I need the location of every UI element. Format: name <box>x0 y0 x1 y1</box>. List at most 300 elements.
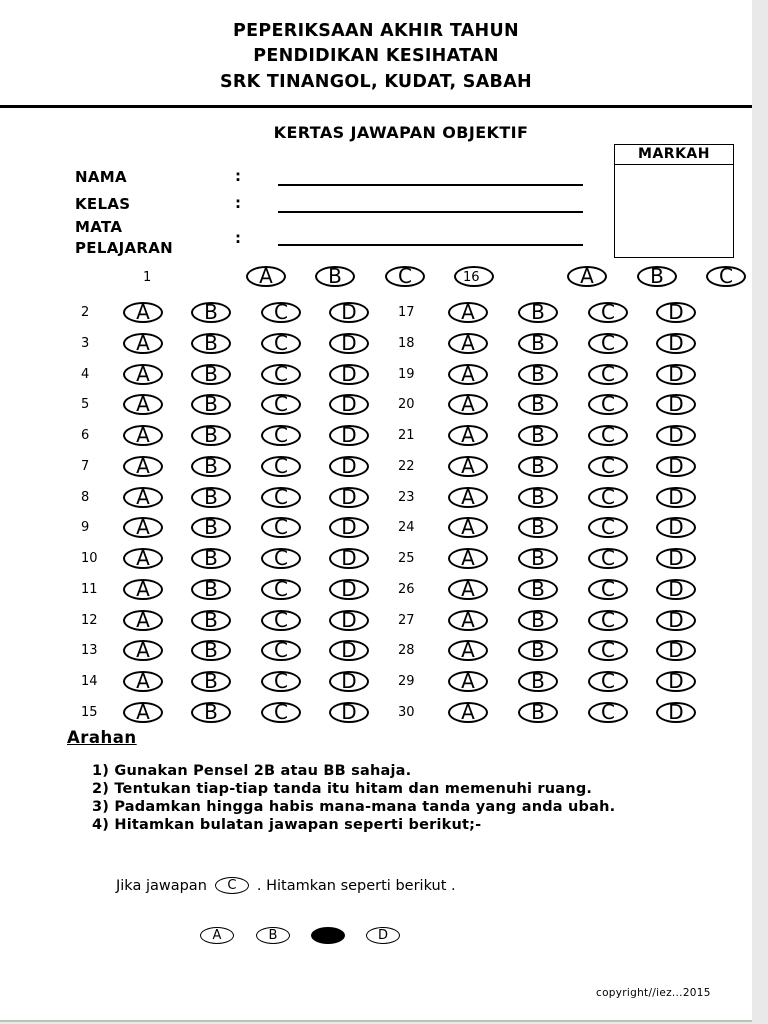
bubble-letter: B <box>328 263 342 288</box>
bubble-q28-d[interactable] <box>656 637 696 662</box>
bubble-letter: D <box>341 545 357 570</box>
bubble-q22-c[interactable] <box>588 453 628 478</box>
bubble-q11-a[interactable] <box>123 576 163 601</box>
bubble-letter: B <box>531 422 545 447</box>
bubble-letter: A <box>461 607 475 632</box>
bubble-q27-a[interactable] <box>448 607 488 632</box>
bubble-q28-b[interactable] <box>518 637 558 662</box>
bubble-q22-b[interactable] <box>518 453 558 478</box>
markah-label: MARKAH <box>615 145 733 165</box>
question-number-22: 22 <box>398 459 415 474</box>
bubble-letter: B <box>204 576 218 601</box>
bubble-letter: A <box>136 453 150 478</box>
bubble-q25-a[interactable] <box>448 545 488 570</box>
bubble-q7-d[interactable] <box>329 453 369 478</box>
mata-pelajaran-colon: : <box>235 229 241 247</box>
question-number-29: 29 <box>398 674 415 689</box>
bubble-letter: B <box>531 637 545 662</box>
question-number-2: 2 <box>81 305 90 320</box>
sheet-title: KERTAS JAWAPAN OBJEKTIF <box>273 123 529 142</box>
bubble-letter: C <box>601 514 615 539</box>
instruction-2: 2) Tentukan tiap-tiap tanda itu hitam dan memenuhi ruang. <box>92 781 593 797</box>
bubble-q14-b[interactable] <box>191 668 231 693</box>
bubble-letter: D <box>341 484 357 509</box>
bubble-q9-a[interactable] <box>123 514 163 539</box>
bubble-letter: C <box>601 545 615 570</box>
bubble-q8-c[interactable] <box>261 484 301 509</box>
bubble-letter: B <box>531 391 545 416</box>
bubble-letter: D <box>668 545 684 570</box>
bubble-letter: B <box>531 545 545 570</box>
bubble-q10-b[interactable] <box>191 545 231 570</box>
bubble-q3-b[interactable] <box>191 330 231 355</box>
bubble-q1-b[interactable] <box>315 263 355 288</box>
bubble-q29-d[interactable] <box>656 668 696 693</box>
bubble-q21-a[interactable] <box>448 422 488 447</box>
bubble-letter: C <box>274 668 288 693</box>
bubble-q16-c[interactable] <box>706 263 746 288</box>
bubble-q5-a[interactable] <box>123 391 163 416</box>
instruction-4: 4) Hitamkan bulatan jawapan seperti berikut;- <box>92 817 482 833</box>
bubble-letter: A <box>136 637 150 662</box>
question-number-16: 16 <box>463 270 480 285</box>
question-number-20: 20 <box>398 397 415 412</box>
bubble-q6-b[interactable] <box>191 422 231 447</box>
bubble-q13-c[interactable] <box>261 637 301 662</box>
bubble-letter: D <box>668 576 684 601</box>
bubble-letter: D <box>341 453 357 478</box>
bubble-q29-b[interactable] <box>518 668 558 693</box>
bubble-q11-d[interactable] <box>329 576 369 601</box>
bubble-letter: B <box>650 263 664 288</box>
bubble-letter: D <box>668 514 684 539</box>
bubble-q23-c[interactable] <box>588 484 628 509</box>
bubble-letter: C <box>274 391 288 416</box>
bubble-letter: D <box>341 576 357 601</box>
instruction-1: 1) Gunakan Pensel 2B atau BB sahaja. <box>92 763 412 779</box>
bubble-q29-a[interactable] <box>448 668 488 693</box>
bubble-q7-c[interactable] <box>261 453 301 478</box>
markah-box <box>614 144 734 258</box>
bubble-q11-c[interactable] <box>261 576 301 601</box>
bubble-letter: B <box>531 514 545 539</box>
bubble-q17-c[interactable] <box>588 299 628 324</box>
bubble-letter: D <box>341 699 357 724</box>
bubble-q30-a[interactable] <box>448 699 488 724</box>
bubble-q7-a[interactable] <box>123 453 163 478</box>
bubble-letter: A <box>136 484 150 509</box>
bubble-letter: A <box>461 453 475 478</box>
bubble-letter: A <box>136 422 150 447</box>
nama-label: NAMA <box>75 168 127 186</box>
bubble-letter: A <box>136 299 150 324</box>
question-number-9: 9 <box>81 520 90 535</box>
bubble-letter: D <box>668 299 684 324</box>
bubble-q3-d[interactable] <box>329 330 369 355</box>
nama-field[interactable] <box>278 184 583 186</box>
question-number-6: 6 <box>81 428 90 443</box>
bubble-q2-c[interactable] <box>261 299 301 324</box>
bubble-q2-a[interactable] <box>123 299 163 324</box>
kelas-label: KELAS <box>75 195 131 213</box>
mata-pelajaran-label <box>75 217 173 259</box>
question-number-14: 14 <box>81 674 98 689</box>
bubble-q13-b[interactable] <box>191 637 231 662</box>
header-school: SRK TINANGOL, KUDAT, SABAH <box>220 72 532 92</box>
bubble-q17-a[interactable] <box>448 299 488 324</box>
bubble-letter: B <box>531 576 545 601</box>
bubble-letter: D <box>668 330 684 355</box>
bubble-q18-d[interactable] <box>656 330 696 355</box>
bubble-q28-c[interactable] <box>588 637 628 662</box>
bubble-q5-b[interactable] <box>191 391 231 416</box>
bubble-letter: A <box>136 576 150 601</box>
question-number-13: 13 <box>81 643 98 658</box>
bubble-letter: D <box>341 391 357 416</box>
bubble-letter: C <box>601 391 615 416</box>
bubble-q4-c[interactable] <box>261 361 301 386</box>
question-number-23: 23 <box>398 490 415 505</box>
bubble-q8-b[interactable] <box>191 484 231 509</box>
question-number-1: 1 <box>143 270 152 285</box>
bubble-letter: D <box>668 361 684 386</box>
bubble-q27-c[interactable] <box>588 607 628 632</box>
bubble-letter: C <box>274 484 288 509</box>
bubble-letter: A <box>461 484 475 509</box>
bubble-q24-b[interactable] <box>518 514 558 539</box>
bubble-letter: C <box>601 637 615 662</box>
bubble-q12-b[interactable] <box>191 607 231 632</box>
bubble-letter: A <box>461 514 475 539</box>
bubble-letter: C <box>719 263 733 288</box>
bubble-q23-d[interactable] <box>656 484 696 509</box>
bubble-q3-c[interactable] <box>261 330 301 355</box>
bubble-letter: D <box>668 668 684 693</box>
bubble-q17-b[interactable] <box>518 299 558 324</box>
bubble-q20-b[interactable] <box>518 391 558 416</box>
bubble-letter: C <box>601 699 615 724</box>
question-number-28: 28 <box>398 643 415 658</box>
bubble-letter: B <box>531 361 545 386</box>
bubble-q7-b[interactable] <box>191 453 231 478</box>
question-number-26: 26 <box>398 582 415 597</box>
bubble-q28-a[interactable] <box>448 637 488 662</box>
bubble-q18-c[interactable] <box>588 330 628 355</box>
question-number-5: 5 <box>81 397 90 412</box>
bubble-q4-b[interactable] <box>191 361 231 386</box>
bubble-letter: D <box>341 361 357 386</box>
bubble-letter: B <box>204 637 218 662</box>
bubble-q30-b[interactable] <box>518 699 558 724</box>
bubble-q13-a[interactable] <box>123 637 163 662</box>
bubble-letter: D <box>341 668 357 693</box>
bubble-letter: D <box>668 607 684 632</box>
question-number-18: 18 <box>398 336 415 351</box>
bubble-q27-b[interactable] <box>518 607 558 632</box>
bubble-q4-d[interactable] <box>329 361 369 386</box>
bubble-letter: D <box>668 699 684 724</box>
bubble-letter: A <box>461 299 475 324</box>
bubble-q5-d[interactable] <box>329 391 369 416</box>
bubble-q15-d[interactable] <box>329 699 369 724</box>
bubble-q5-c[interactable] <box>261 391 301 416</box>
bubble-letter: A <box>136 361 150 386</box>
bubble-q6-d[interactable] <box>329 422 369 447</box>
bubble-letter: D <box>341 607 357 632</box>
bubble-q26-b[interactable] <box>518 576 558 601</box>
bubble-q23-a[interactable] <box>448 484 488 509</box>
bubble-q27-d[interactable] <box>656 607 696 632</box>
bubble-q24-d[interactable] <box>656 514 696 539</box>
bubble-q10-a[interactable] <box>123 545 163 570</box>
bubble-letter: B <box>531 330 545 355</box>
bubble-letter: D <box>341 422 357 447</box>
bubble-letter: B <box>531 299 545 324</box>
bubble-q18-a[interactable] <box>448 330 488 355</box>
bubble-q6-c[interactable] <box>261 422 301 447</box>
bubble-q19-a[interactable] <box>448 361 488 386</box>
bubble-q17-d[interactable] <box>656 299 696 324</box>
bubble-q21-d[interactable] <box>656 422 696 447</box>
bubble-letter: B <box>531 668 545 693</box>
bubble-letter: C <box>601 484 615 509</box>
question-number-10: 10 <box>81 551 98 566</box>
header-exam-title: PEPERIKSAAN AKHIR TAHUN <box>233 21 519 41</box>
bubble-q24-c[interactable] <box>588 514 628 539</box>
bubble-letter: B <box>204 330 218 355</box>
bubble-q16-a[interactable] <box>567 263 607 288</box>
bubble-letter: C <box>601 299 615 324</box>
bubble-q18-b[interactable] <box>518 330 558 355</box>
question-number-19: 19 <box>398 367 415 382</box>
instruction-3: 3) Padamkan hingga habis mana-mana tanda yang anda ubah. <box>92 799 616 815</box>
mata-label-line2: PELAJARAN <box>75 239 174 257</box>
bubble-q16-b[interactable] <box>637 263 677 288</box>
bubble-q14-d[interactable] <box>329 668 369 693</box>
bubble-letter: D <box>668 453 684 478</box>
bubble-letter: C <box>274 361 288 386</box>
bubble-letter: A <box>461 391 475 416</box>
bubble-q30-d[interactable] <box>656 699 696 724</box>
bubble-letter: A <box>461 330 475 355</box>
example-prefix: Jika jawapan <box>116 877 207 894</box>
bubble-letter: C <box>601 453 615 478</box>
bubble-letter: C <box>274 330 288 355</box>
bubble-letter: A <box>136 668 150 693</box>
bubble-q10-c[interactable] <box>261 545 301 570</box>
bubble-q19-b[interactable] <box>518 361 558 386</box>
bubble-letter: A <box>461 422 475 447</box>
question-number-4: 4 <box>81 367 90 382</box>
bubble-letter: B <box>531 607 545 632</box>
bubble-letter: C <box>274 422 288 447</box>
bubble-q20-c[interactable] <box>588 391 628 416</box>
question-number-8: 8 <box>81 490 90 505</box>
bubble-q20-a[interactable] <box>448 391 488 416</box>
bubble-q2-d[interactable] <box>329 299 369 324</box>
bubble-q24-a[interactable] <box>448 514 488 539</box>
bubble-letter: C <box>601 668 615 693</box>
bubble-q15-c[interactable] <box>261 699 301 724</box>
question-number-3: 3 <box>81 336 90 351</box>
bubble-letter: C <box>601 607 615 632</box>
bubble-letter: A <box>580 263 594 288</box>
kelas-colon: : <box>235 194 241 212</box>
bubble-q1-a[interactable] <box>246 263 286 288</box>
bubble-letter: B <box>204 699 218 724</box>
bubble-q1-c[interactable] <box>385 263 425 288</box>
bubble-letter: D <box>341 330 357 355</box>
bubble-letter: A <box>461 699 475 724</box>
bubble-q14-c[interactable] <box>261 668 301 693</box>
question-number-15: 15 <box>81 705 98 720</box>
bubble-letter: A <box>136 699 150 724</box>
bubble-letter: C <box>601 576 615 601</box>
mata-label-line1: MATA <box>75 218 123 236</box>
bubble-q10-d[interactable] <box>329 545 369 570</box>
bubble-q25-d[interactable] <box>656 545 696 570</box>
bubble-q11-b[interactable] <box>191 576 231 601</box>
bubble-q22-d[interactable] <box>656 453 696 478</box>
bubble-q20-d[interactable] <box>656 391 696 416</box>
bubble-letter: C <box>274 299 288 324</box>
bubble-letter: B <box>204 514 218 539</box>
example-bubble-c: C <box>311 927 345 944</box>
bubble-q26-c[interactable] <box>588 576 628 601</box>
bubble-letter: C <box>398 263 412 288</box>
arahan-title: Arahan <box>67 728 137 747</box>
kelas-field[interactable] <box>278 211 583 213</box>
bubble-q15-a[interactable] <box>123 699 163 724</box>
bubble-q12-c[interactable] <box>261 607 301 632</box>
question-number-17: 17 <box>398 305 415 320</box>
bubble-letter: D <box>341 514 357 539</box>
bubble-letter: B <box>204 299 218 324</box>
bubble-letter: C <box>274 607 288 632</box>
bubble-q21-b[interactable] <box>518 422 558 447</box>
example-line <box>116 877 456 894</box>
bubble-letter: D <box>341 637 357 662</box>
bubble-letter: C <box>274 576 288 601</box>
bubble-q4-a[interactable] <box>123 361 163 386</box>
bubble-letter: B <box>204 422 218 447</box>
bubble-q16-overlap[interactable] <box>454 266 494 287</box>
bubble-letter: D <box>668 422 684 447</box>
bubble-letter: C <box>601 361 615 386</box>
bubble-q9-c[interactable] <box>261 514 301 539</box>
bubble-q26-a[interactable] <box>448 576 488 601</box>
bubble-q8-d[interactable] <box>329 484 369 509</box>
bubble-q30-c[interactable] <box>588 699 628 724</box>
bubble-q3-a[interactable] <box>123 330 163 355</box>
bubble-letter: A <box>461 545 475 570</box>
bubble-letter: B <box>531 699 545 724</box>
bubble-letter: A <box>461 637 475 662</box>
bubble-q19-c[interactable] <box>588 361 628 386</box>
bubble-q25-c[interactable] <box>588 545 628 570</box>
bubble-letter: B <box>531 453 545 478</box>
bubble-letter: B <box>204 391 218 416</box>
bubble-letter: A <box>461 576 475 601</box>
bubble-letter: C <box>601 330 615 355</box>
bubble-q9-d[interactable] <box>329 514 369 539</box>
bubble-letter: B <box>204 361 218 386</box>
example-bubble-d: D <box>366 927 400 944</box>
bubble-q9-b[interactable] <box>191 514 231 539</box>
bubble-letter: C <box>274 453 288 478</box>
bubble-letter: D <box>668 637 684 662</box>
question-number-21: 21 <box>398 428 415 443</box>
bubble-letter: D <box>668 391 684 416</box>
bubble-q12-d[interactable] <box>329 607 369 632</box>
bubble-letter: A <box>136 545 150 570</box>
question-number-7: 7 <box>81 459 90 474</box>
bubble-letter: A <box>136 391 150 416</box>
page-bottom-edge <box>0 1020 752 1022</box>
bubble-letter: B <box>531 484 545 509</box>
bubble-letter: C <box>274 545 288 570</box>
bubble-letter: A <box>461 361 475 386</box>
bubble-letter: B <box>204 484 218 509</box>
question-number-11: 11 <box>81 582 98 597</box>
bubble-letter: A <box>136 514 150 539</box>
bubble-q22-a[interactable] <box>448 453 488 478</box>
bubble-letter: D <box>341 299 357 324</box>
bubble-letter: C <box>274 699 288 724</box>
question-number-30: 30 <box>398 705 415 720</box>
bubble-letter: C <box>274 637 288 662</box>
bubble-q13-d[interactable] <box>329 637 369 662</box>
bubble-q25-b[interactable] <box>518 545 558 570</box>
example-inline-bubble: C <box>215 877 249 894</box>
bubble-letter: D <box>668 484 684 509</box>
bubble-q19-d[interactable] <box>656 361 696 386</box>
bubble-letter: B <box>204 453 218 478</box>
bubble-q23-b[interactable] <box>518 484 558 509</box>
bubble-letter: A <box>136 607 150 632</box>
bubble-q26-d[interactable] <box>656 576 696 601</box>
bubble-letter: A <box>259 263 273 288</box>
bubble-letter: A <box>461 668 475 693</box>
question-number-24: 24 <box>398 520 415 535</box>
bubble-q6-a[interactable] <box>123 422 163 447</box>
bubble-letter: B <box>204 607 218 632</box>
nama-colon: : <box>235 167 241 185</box>
bubble-letter: A <box>136 330 150 355</box>
question-number-12: 12 <box>81 613 98 628</box>
bubble-q21-c[interactable] <box>588 422 628 447</box>
example-suffix: . Hitamkan seperti berikut . <box>256 877 456 894</box>
copyright-text: copyright//iez...2015 <box>596 987 711 999</box>
example-bubble-b: B <box>256 927 290 944</box>
question-number-25: 25 <box>398 551 415 566</box>
bubble-letter: B <box>204 545 218 570</box>
header-subject: PENDIDIKAN KESIHATAN <box>253 46 499 66</box>
header-divider <box>0 105 752 108</box>
bubble-q2-b[interactable] <box>191 299 231 324</box>
bubble-q12-a[interactable] <box>123 607 163 632</box>
bubble-q15-b[interactable] <box>191 699 231 724</box>
bubble-letter: C <box>274 514 288 539</box>
bubble-letter: B <box>204 668 218 693</box>
question-number-27: 27 <box>398 613 415 628</box>
bubble-q29-c[interactable] <box>588 668 628 693</box>
example-bubble-a: A <box>200 927 234 944</box>
bubble-q8-a[interactable] <box>123 484 163 509</box>
mata-pelajaran-field[interactable] <box>278 244 583 246</box>
bubble-letter: C <box>601 422 615 447</box>
bubble-q14-a[interactable] <box>123 668 163 693</box>
